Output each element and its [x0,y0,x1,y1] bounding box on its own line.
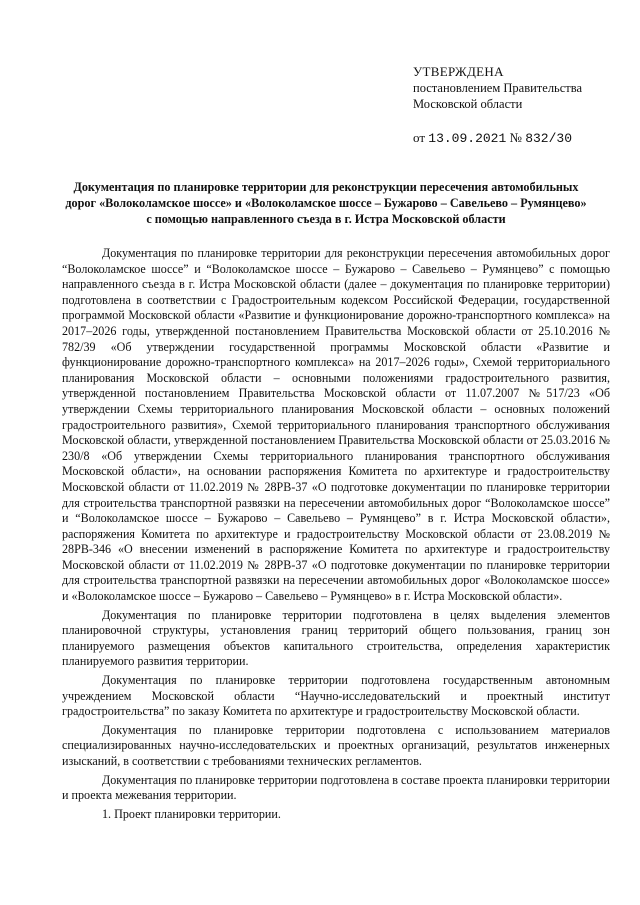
decree-number: 832/30 [525,131,572,146]
decree-number-sign: № [509,130,522,145]
approval-title: УТВЕРЖДЕНА [413,64,504,79]
decree-reference [413,130,572,146]
paragraph-composition: Документация по планировке территории подготовлена в составе проекта планировки территории и проекта межевания территории. [62,772,610,803]
approval-line-2: Московской области [413,97,523,111]
approval-line-1: постановлением Правительства [413,81,583,95]
paragraph-author: Документация по планировке территории подготовлена государственным автономным учреждением Московской области “Научно-исследовательский и проектный институт градостроительства” по заказу Комитета по архитектуре и градостроительству Московской области. [62,673,610,719]
document-title: Документация по планировке территории для реконструкции пересечения автомобильных дорог «Волоколамское шоссе» и «Волоколамское шоссе – Бужарово – Савельево – Румянцево» с помощью направленного съезда в г. Истра Московской области [65,180,587,226]
paragraph-purpose: Документация по планировке территории подготовлена в целях выделения элементов планировочной структуры, установления границ территорий общего пользования, границ зон планируемого размещения объектов капитального строительства, определения характеристик планируемого развития территории. [62,607,610,669]
approval-stamp [413,64,582,112]
decree-date: 13.09.2021 [428,131,507,146]
paragraph-materials: Документация по планировке территории подготовлена с использованием материалов специализированных научно-исследовательских и проектных организаций, результатов инженерных изысканий, в соответствии с требованиями технических регламентов. [62,722,610,768]
list-item-planning-project: 1. Проект планировки территории. [102,806,281,821]
paragraph-basis: Документация по планировке территории для реконструкции пересечения автомобильных дорог “Волоколамское шоссе” и “Волоколамское шоссе – Бужарово – Савельево – Румянцево” с помощью направленного съезда в г. Истра Московской области (далее – документация по планировке территории) подготовлена в соответствии с Градостроительным кодексом Российской Федерации, государственной программой Московской области «Развитие и функционирование дорожно-транспортного комплекса» на 2017–2026 годы, утвержденной постановлением Правительства Московской области от 25.10.2016 № 782/39 «Об утверждении государственной программы Московской области «Развитие и функционирование дорожно-транспортного комплекса» на 2017–2026 годы», Схемой территориального планирования Московской области – основными положениями градостроительного развития, утвержденной постановлением Правительства Московской области от 11.07.2007 №517/23 «Об утверждении Схемы территориального планирования Московской области – основных положений градостроительного развития», Схемой территориального планирования транспортного обслуживания Московской области, утвержденной постановлением Правительства Московской области от 25.03.2016 № 230/8 «Об утверждении Схемы территориального планирования транспортного обслуживания Московской области», на основании распоряжения Комитета по архитектуре и градостроительству Московской области от 11.02.2019 № 28РВ-37 «О подготовке документации по планировке территории для строительства транспортной развязки на пересечении автомобильных дорог “Волоколамское шоссе” и “Волоколамское шоссе – Бужарово – Савельево – Румянцево” в г. Истра Московской области», распоряжения Комитета по архитектуре и градостроительству Московской области от 23.08.2019 № 28РВ-346 «О внесении изменений в распоряжение Комитета по архитектуре и градостроительству Московской области от 11.02.2019 № 28РВ-37 «О подготовке документации по планировке территории для строительства транспортной развязки на пересечении автомобильных дорог «Волоколамское шоссе» и «Волоколамское шоссе – Бужарово – Савельево – Румянцево» в г. Истра Московской области». [62,246,610,604]
document-body [62,246,610,822]
decree-prefix: от [413,130,426,145]
